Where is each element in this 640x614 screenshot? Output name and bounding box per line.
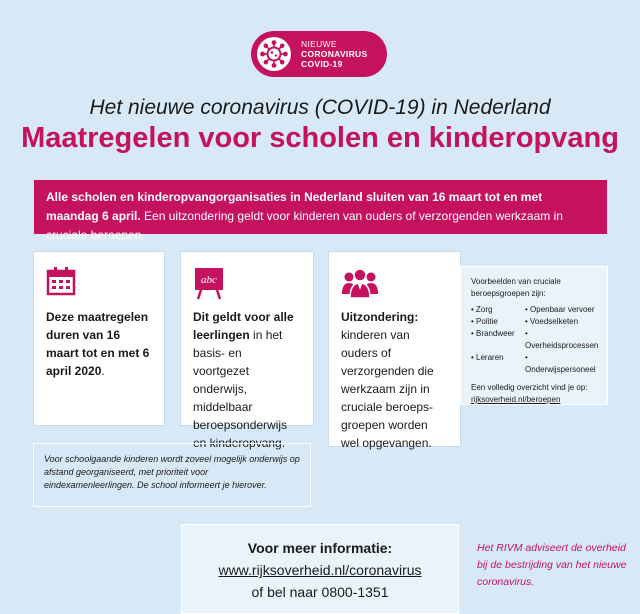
list-item: • Politie [471,316,523,328]
coronavirus-badge [251,31,387,77]
page-subtitle: Het nieuwe coronavirus (COVID-19) in Nederland [89,96,551,119]
badge-line-2: CORONAVIRUS [301,49,368,59]
distance-learning-note: Voor schoolgaande kinderen wordt zoveel mogelijk onderwijs op afstand georganiseerd, met prioriteit voor eindexamenleerlingen. De school informeert je hierover. [33,443,311,507]
list-item: • Leraren [471,352,523,376]
badge-text [301,39,367,69]
badge-line-3: COVID-19 [301,59,343,69]
rivm-statement: Het RIVM adviseert de overheid bij de bestrijding van het nieuwe coronavirus. [477,542,627,588]
list-item: • Overheidsprocessen [525,328,599,352]
list-item: • Zorg [471,304,523,316]
overview-text: Een volledig overzicht vind je op: [471,383,588,392]
list-item: • Voedselketen [525,316,599,328]
dates-card-bold: Deze maatregelen duren van 16 maart tot en met 6 april 2020 [46,310,150,378]
closure-banner [34,180,607,242]
virus-icon [257,37,291,71]
calendar-icon [46,266,152,300]
examples-list [471,304,599,376]
page-title: Maatregelen voor scholen en kinderopvang [21,122,619,154]
scope-card-bold: Dit geldt voor alle leerlingen [193,310,294,342]
examples-box [460,266,608,405]
list-item: • Onderwijspersoneel [525,352,599,376]
more-info-heading: Voor meer informatie: [247,540,393,556]
banner-bold-text: Alle scholen en kinderopvangorganisaties in Nederland sluiten van 16 maart tot en met maandag 6 april. [46,190,543,223]
scope-card-text: in het basis- en voortgezet onderwijs, middelbaar beroepsonderwijs en kinderopvang. [193,328,288,450]
exception-card [328,251,461,450]
exception-card-bold: Uitzondering: [341,310,419,324]
svg-text:abc: abc [201,274,217,286]
examples-intro: Voorbeelden van cruciale beroepsgroepen zijn: [471,277,561,298]
blackboard-icon [193,266,301,300]
list-item: • Brandweer [471,328,523,352]
beroepen-link[interactable]: rijksoverheid.nl/beroepen [471,395,561,404]
scope-card [180,251,314,450]
list-item: • Openbaar vervoer [525,304,599,316]
exception-card-text: kinderen van ouders of verzorgenden die werkzaam zijn in cruciale beroeps-groepen worden wel opgevangen. [341,328,434,450]
professionals-icon [341,266,448,300]
banner-text: Een uitzondering geldt voor kinderen van ouders of verzorgenden werkzaam in cruciale beroepen. [46,209,563,242]
coronavirus-link[interactable]: www.rijksoverheid.nl/coronavirus [218,562,422,578]
badge-line-1: NIEUWE [301,39,337,49]
more-info-box [181,524,459,614]
dates-card [33,251,165,426]
phone-text: of bel naar 0800-1351 [251,584,389,600]
dates-card-text: . [101,364,105,378]
